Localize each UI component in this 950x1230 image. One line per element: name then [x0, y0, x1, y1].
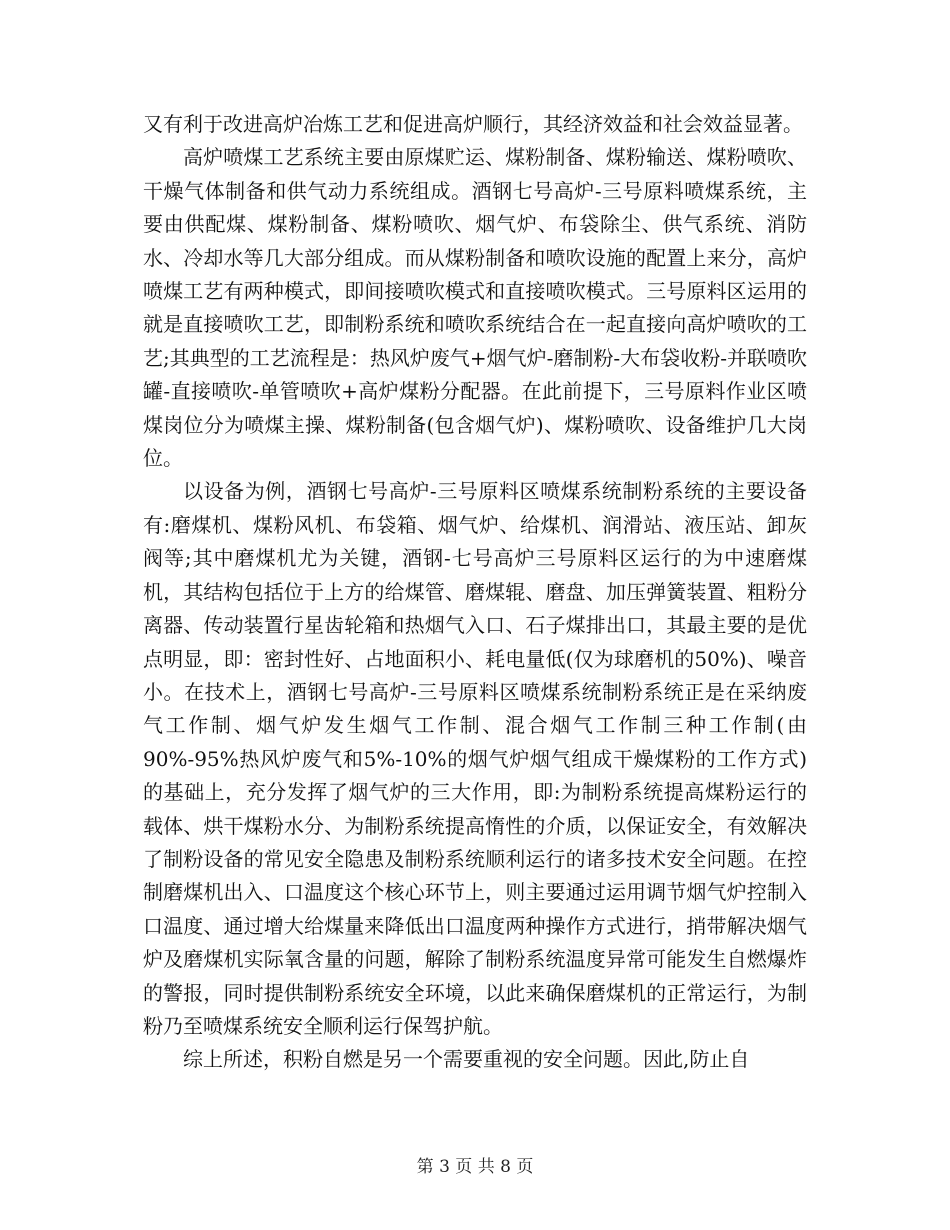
body-text: [143, 108, 807, 1077]
paragraph-1: 又有利于改进高炉冶炼工艺和促进高炉顺行，其经济效益和社会效益显著。: [143, 112, 803, 136]
paragraph-3: 以设备为例，酒钢七号高炉-三号原料区喷煤系统制粉系统的主要设备有:磨煤机、煤粉风机、布袋箱、烟气炉、给煤机、润滑站、液压站、卸灰阀等;其中磨煤机尤为关键，酒钢-七号高炉三号原料区运行的为中速磨煤机，其结构包括位于上方的给煤管、磨煤辊、磨盘、加压弹簧装置、粗粉分离器、传动装置行星齿轮箱和热烟气入口、石子煤排出口，其最主要的是优点明显，即：密封性好、占地面积小、耗电量低(仅为球磨机的50%)、噪音小。在技术上，酒钢七号高炉-三号原料区喷煤系统制粉系统正是在采纳废气工作制、烟气炉发生烟气工作制、混合烟气工作制三种工作制(由90%-95%热风炉废气和5%-10%的烟气炉烟气组成干燥煤粉的工作方式)的基础上，充分发挥了烟气炉的三大作用，即:为制粉系统提高煤粉运行的载体、烘干煤粉水分、为制粉系统提高惰性的介质，以保证安全，有效解决了制粉设备的常见安全隐患及制粉系统顺利运行的诸多技术安全问题。在控制磨煤机出入、口温度这个核心环节上，则主要通过运用调节烟气炉控制入口温度、通过增大给煤量来降低出口温度两种操作方式进行，捎带解决烟气炉及磨煤机实际氧含量的问题，解除了制粉系统温度异常可能发生自燃爆炸的警报，同时提供制粉系统安全环境，以此来确保磨煤机的正常运行，为制粉乃至喷煤系统安全顺利运行保驾护航。: [143, 479, 807, 1038]
page-footer: 第 3 页 共 8 页: [416, 1157, 534, 1177]
paragraph-2: 高炉喷煤工艺系统主要由原煤贮运、煤粉制备、煤粉输送、煤粉喷吹、干燥气体制备和供气动力系统组成。酒钢七号高炉-三号原料喷煤系统，主要由供配煤、煤粉制备、煤粉喷吹、烟气炉、布袋除尘、供气系统、消防水、冷却水等几大部分组成。而从煤粉制备和喷吹设施的配置上来分，高炉喷煤工艺有两种模式，即间接喷吹模式和直接喷吹模式。三号原料区运用的就是直接喷吹工艺，即制粉系统和喷吹系统结合在一起直接向高炉喷吹的工艺;其典型的工艺流程是：热风炉废气+烟气炉-磨制粉-大布袋收粉-并联喷吹罐-直接喷吹-单管喷吹+高炉煤粉分配器。在此前提下，三号原料作业区喷煤岗位分为喷煤主操、煤粉制备(包含烟气炉)、煤粉喷吹、设备维护几大岗位。: [143, 145, 807, 471]
paragraph-4: 综上所述，积粉自燃是另一个需要重视的安全问题。因此,防止自: [183, 1047, 750, 1072]
